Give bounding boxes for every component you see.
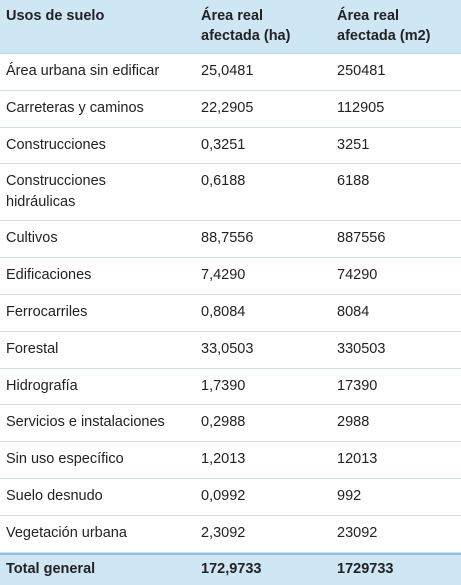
cell-uso: Carreteras y caminos [6,99,144,116]
total-label: Total general [6,561,96,578]
cell-uso: Suelo desnudo [6,487,103,504]
table-row [0,128,461,165]
cell-m2: 250481 [337,63,386,79]
cell-ha: 2,3092 [201,524,246,541]
cell-ha: 33,0503 [201,340,254,357]
header-col3-line2: afectada (m2) [337,28,431,44]
cell-uso-line2: hidráulicas [6,194,76,211]
cell-uso [0,164,195,213]
cell-ha: 0,8084 [201,303,246,320]
cell-ha: 0,2988 [201,414,246,431]
cell-m2: 12013 [337,451,378,468]
cell-ha: 1,7390 [201,377,246,394]
cell-m2: 112905 [337,99,385,116]
cell-m2: 887556 [337,230,386,247]
cell-ha: 1,2013 [201,451,246,468]
table-row [0,442,461,479]
cell-ha: 0,6188 [201,173,246,190]
cell-m2: 23092 [337,524,378,541]
cell-uso: Construcciones [6,136,106,153]
header-col3-line1: Área real [337,8,400,24]
table-row [0,332,461,369]
table-row [0,516,461,553]
cell-ha: 22,2905 [201,99,254,116]
header-col2-line2: afectada (ha) [201,28,291,44]
table-row [0,91,461,128]
cell-m2: 8084 [337,303,370,320]
table-row [0,295,461,332]
cell-ha: 7,4290 [201,267,246,284]
cell-uso-line1: Construcciones [6,173,106,190]
header-usos-de-suelo [0,0,195,26]
cell-ha: 0,0992 [201,487,246,504]
cell-uso: Área urbana sin edificar [6,63,160,79]
total-m2: 1729733 [337,561,394,578]
cell-uso: Vegetación urbana [6,524,127,541]
header-area-m2 [331,0,461,46]
total-ha: 172,9733 [201,561,262,578]
cell-uso: Cultivos [6,230,58,247]
cell-m2: 6188 [337,173,370,190]
table-row [0,54,461,91]
cell-m2: 330503 [337,340,386,357]
cell-uso: Forestal [6,340,59,357]
table-row [0,405,461,442]
header-col1-label: Usos de suelo [6,8,105,24]
cell-m2: 992 [337,487,362,504]
table-footer-total [0,553,461,585]
cell-ha: 25,0481 [201,63,254,79]
cell-m2: 2988 [337,414,370,431]
table-row [0,258,461,295]
cell-ha: 0,3251 [201,136,246,153]
cell-uso: Edificaciones [6,267,92,284]
cell-ha: 88,7556 [201,230,254,247]
cell-uso: Ferrocarriles [6,303,88,320]
cell-uso: Sin uso específico [6,451,124,468]
table-row [0,164,461,221]
table-row [0,369,461,406]
cell-m2: 17390 [337,377,378,394]
table-row [0,479,461,516]
table-row [0,221,461,258]
cell-uso: Servicios e instalaciones [6,414,165,431]
cell-uso: Hidrografía [6,377,78,394]
table-header [0,0,461,54]
cell-m2: 74290 [337,267,378,284]
header-col2-line1: Área real [201,8,264,24]
cell-m2: 3251 [337,136,370,153]
header-area-ha [195,0,331,46]
